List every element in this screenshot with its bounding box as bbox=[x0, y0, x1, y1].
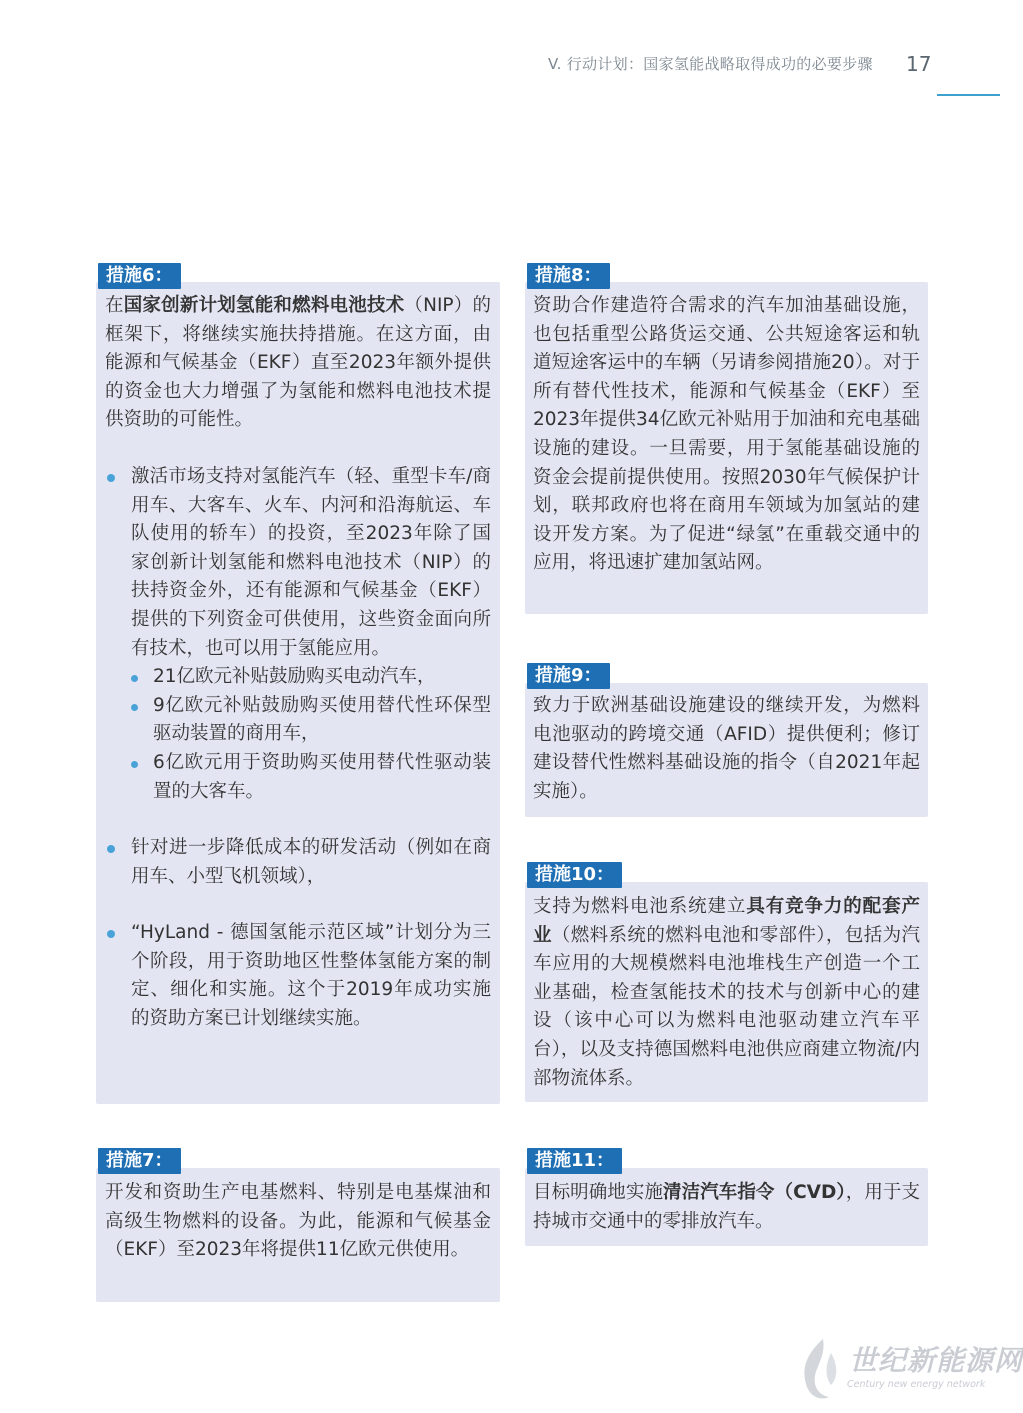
flame-logo-icon bbox=[795, 1335, 845, 1405]
measure-10-text: 支持为燃料电池系统建立具有竞争力的配套产业（燃料系统的燃料电池和零部件），包括为汽车应用的大规模燃料电池堆栈生产创造一个工业基础，检查氢能技术的技术与创新中心的建设（该中心可以为燃料电池驱动建立汽车平台），以及支持德国燃料电池供应商建立物流/内部物流体系。 bbox=[533, 896, 920, 1089]
measure-8-text: 资助合作建造符合需求的汽车加油基础设施，也包括重型公路货运交通、公共短途客运和轨道短途客运中的车辆（另请参阅措施20）。对于所有替代性技术，能源和气候基金（EKF）至2023年提供34亿欧元补贴用于加油和充电基础设施的建设。一旦需要，用于氢能基础设施的资金会提前提供使用。按照2030年气候保护计划，联邦政府也将在商用车领域为加氢站的建设开发方案。为了促进“绿氢”在重载交通中的应用，将迅速扩建加氢站网。 bbox=[533, 295, 920, 574]
measure-6-list bbox=[105, 463, 491, 1034]
bullet-icon bbox=[107, 845, 115, 853]
bullet-icon bbox=[131, 704, 138, 711]
bullet-icon bbox=[131, 761, 138, 768]
list-item: “HyLand - 德国氢能示范区域”计划分为三个阶段，用于资助地区性整体氢能方案的制定、细化和实施。这个于2019年成功实施的资助方案已计划继续实施。 bbox=[105, 919, 491, 1033]
measure-9-text: 致力于欧洲基础设施建设的继续开发，为燃料电池驱动的跨境交通（AFID）提供便利；修订建设替代性燃料基础设施的指令（自2021年起实施）。 bbox=[533, 695, 920, 802]
page-number: 17 bbox=[906, 52, 932, 76]
bullet-icon bbox=[131, 675, 138, 682]
sub-list-item: 9亿欧元补贴鼓励购买使用替代性环保型驱动装置的商用车， bbox=[127, 692, 491, 749]
measure-7-tag: 措施7： bbox=[98, 1148, 181, 1174]
measure-9-tag: 措施9： bbox=[527, 663, 610, 689]
measure-6-intro: 在国家创新计划氢能和燃料电池技术（NIP）的框架下，将继续实施扶持措施。在这方面，由能源和气候基金（EKF）直至2023年额外提供的资金也大力增强了为氢能和燃料电池技术提供资助的可能性。 bbox=[105, 295, 491, 431]
watermark-en: Century new energy network bbox=[847, 1379, 986, 1390]
measure-7-text: 开发和资助生产电基燃料、特别是电基煤油和高级生物燃料的设备。为此，能源和气候基金（EKF）至2023年将提供11亿欧元供使用。 bbox=[105, 1182, 491, 1261]
list-item: 激活市场支持对氢能汽车（轻、重型卡车/商用车、大客车、火车、内河和沿海航运、车队使用的轿车）的投资，至2023年除了国家创新计划氢能和燃料电池技术（NIP）的扶持资金外，还有能源和气候基金（EKF）提供的下列资金可供使用，这些资金面向所有技术，也可以用于氢能应用。 21亿欧元补贴鼓励购买电动汽车， 9亿欧元补贴鼓励购买使用替代性环保型驱动装置的商用车， 6亿欧元用于资助购买使用替代性驱动装置的大客车。 bbox=[105, 463, 491, 806]
watermark-logo bbox=[795, 1335, 1023, 1405]
watermark-cn: 世纪新能源网 bbox=[849, 1344, 1023, 1377]
measure-6-tag: 措施6： bbox=[98, 263, 181, 289]
measure-11-tag: 措施11： bbox=[527, 1148, 622, 1174]
list-item: 针对进一步降低成本的研发活动（例如在商用车、小型飞机领域）， bbox=[105, 834, 491, 891]
sub-list-item: 21亿欧元补贴鼓励购买电动汽车， bbox=[127, 663, 491, 692]
measure-6-text bbox=[105, 292, 491, 1034]
bullet-icon bbox=[107, 930, 115, 938]
sub-list-item: 6亿欧元用于资助购买使用替代性驱动装置的大客车。 bbox=[127, 749, 491, 806]
running-header: V. 行动计划：国家氢能战略取得成功的必要步骤 bbox=[548, 55, 873, 73]
header-accent-rule bbox=[937, 94, 1000, 96]
measure-11-text: 目标明确地实施清洁汽车指令（CVD），用于支持城市交通中的零排放汽车。 bbox=[533, 1182, 920, 1232]
measure-10-tag: 措施10： bbox=[527, 862, 622, 888]
measure-8-tag: 措施8： bbox=[527, 263, 610, 289]
bullet-icon bbox=[107, 474, 115, 482]
